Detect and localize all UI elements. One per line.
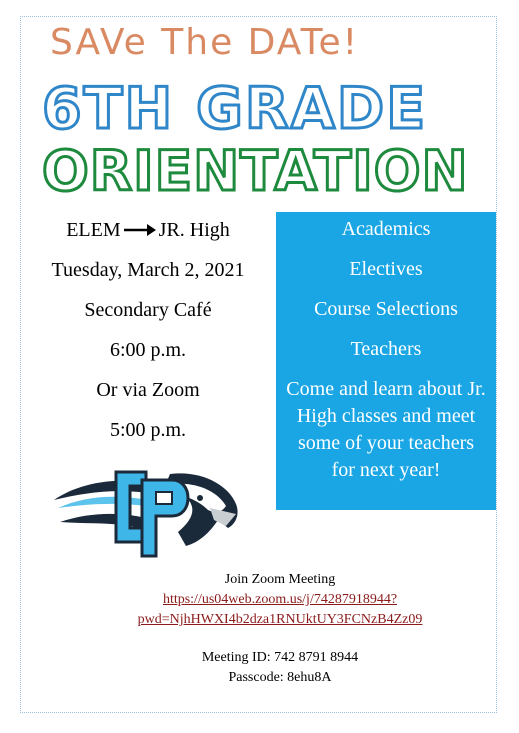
- zoom-link-line-1[interactable]: https://us04web.zoom.us/j/74287918944?: [162, 592, 398, 607]
- eagle-cp-logo-icon: [50, 462, 242, 560]
- from-label: ELEM: [66, 219, 121, 241]
- to-label: JR. High: [158, 219, 230, 241]
- arrow-right-icon: [123, 223, 157, 237]
- zoom-option: Or via Zoom: [96, 379, 200, 401]
- topic-item: Electives: [349, 258, 423, 280]
- event-time: 6:00 p.m.: [109, 339, 187, 361]
- zoom-meeting-info: [60, 570, 500, 688]
- orientation-heading: ORIENTATION: [42, 139, 469, 203]
- passcode: Passcode: 8ehu8A: [228, 670, 332, 685]
- zoom-link-line-2[interactable]: pwd=NjhHWXI4b2dza1RNUktUY3FCNzB4Zz09: [137, 612, 423, 627]
- invite-text: Come and learn about Jr. High classes and meet some of your teachers for next year!: [286, 378, 486, 481]
- zoom-heading: Join Zoom Meeting: [224, 572, 336, 587]
- event-date: Tuesday, March 2, 2021: [51, 259, 245, 281]
- topic-item: Course Selections: [314, 298, 458, 320]
- grade-heading: 6TH GRADE: [42, 76, 428, 142]
- zoom-time: 5:00 p.m.: [109, 419, 187, 441]
- spacer: [60, 630, 500, 648]
- topic-item: Teachers: [350, 338, 422, 360]
- event-details: [28, 210, 268, 450]
- save-the-date-heading: SAVe The DATe!: [50, 22, 360, 63]
- meeting-id: Meeting ID: 742 8791 8944: [201, 650, 359, 665]
- topic-item: Academics: [341, 218, 431, 240]
- topics-box: [276, 212, 496, 510]
- transition-line: [28, 210, 268, 250]
- event-location: Secondary Café: [84, 299, 212, 321]
